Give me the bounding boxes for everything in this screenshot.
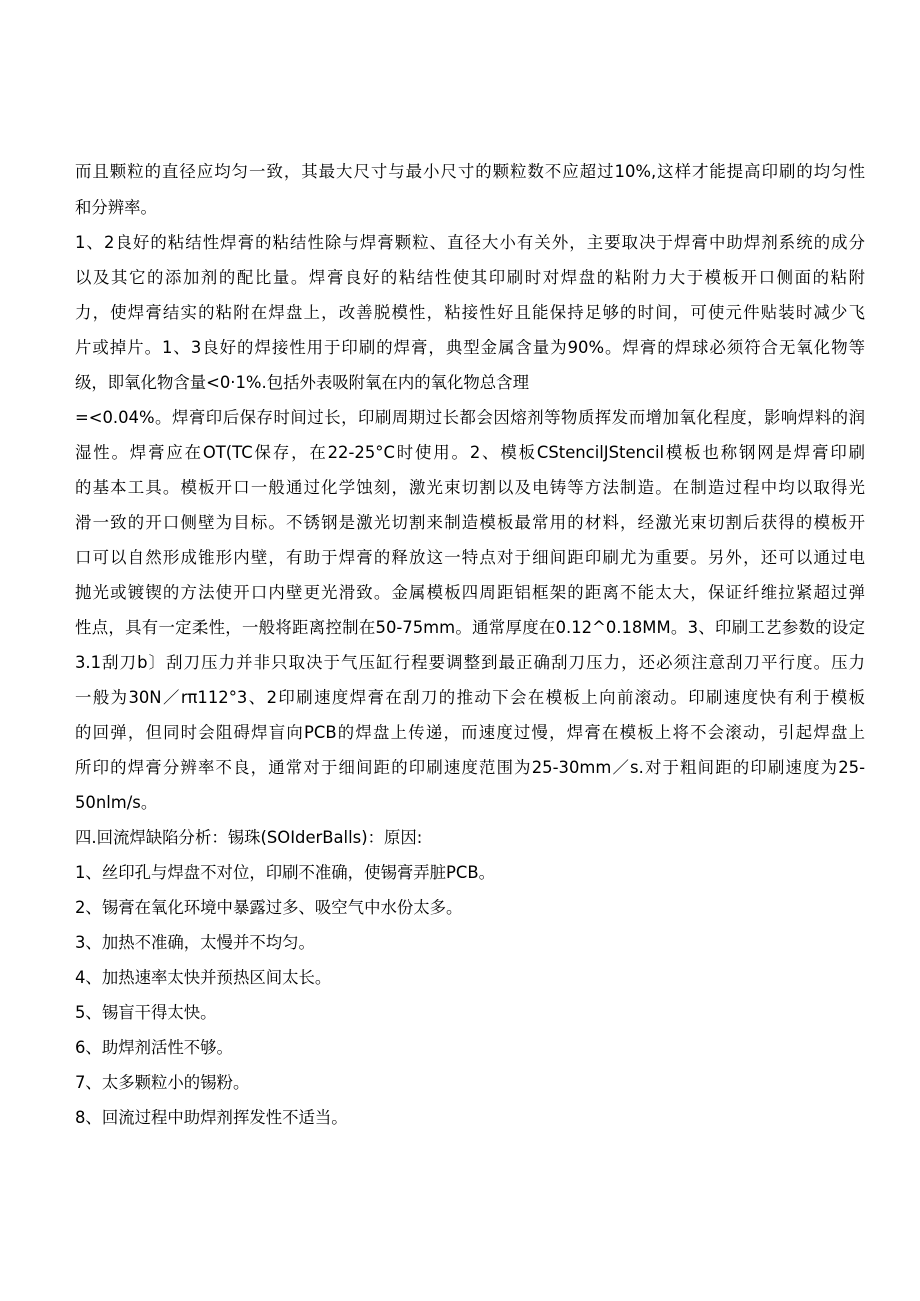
paragraph-line: 力，使焊膏结实的粘附在焊盘上，改善脱模性，粘接性好且能保持足够的时间，可使元件贴装时减少飞 <box>75 303 865 322</box>
paragraph-line: 一般为30N／rπ112°3、2印刷速度焊膏在刮刀的推动下会在模板上向前滚动。印刷速度快有利于模板 <box>75 688 865 707</box>
paragraph-line: 的回弹，但同时会阻碍焊盲向PCB的焊盘上传递，而速度过慢，焊膏在模板上将不会滚动，引起焊盘上 <box>75 723 865 742</box>
paragraph-line: 50nlm/s。 <box>75 793 158 812</box>
paragraph-line: 口可以自然形成锥形内壁，有助于焊膏的释放这一特点对于细间距印刷尤为重要。另外，还可以通过电 <box>75 548 865 567</box>
list-item: 8、回流过程中助焊剂挥发性不适当。 <box>75 1108 348 1127</box>
paragraph-line: 而且颗粒的直径应均匀一致，其最大尺寸与最小尺寸的颗粒数不应超过10%,这样才能提高印刷的均匀性 <box>75 162 865 181</box>
paragraph-line: 和分辨率。 <box>75 198 157 217</box>
paragraph-line: 所印的焊膏分辨率不良，通常对于细间距的印刷速度范围为25-30mm／s.对于粗间距的印刷速度为25- <box>75 758 865 777</box>
paragraph-line: 性点，具有一定柔性，一般将距离控制在50-75mm。通常厚度在0.12^0.18MM。3、印刷工艺参数的设定 <box>75 618 865 637</box>
list-item: 5、锡盲干得太快。 <box>75 1003 217 1022</box>
paragraph-line: 以及其它的添加剂的配比量。焊膏良好的粘结性使其印刷时对焊盘的粘附力大于模板开口侧面的粘附 <box>75 268 865 287</box>
paragraph-line: 滑一致的开口侧壁为目标。不锈钢是激光切割来制造模板最常用的材料，经激光束切割后获得的模板开 <box>75 513 865 532</box>
list-item: 6、助焊剂活性不够。 <box>75 1038 233 1057</box>
list-item: 4、加热速率太快并预热区间太长。 <box>75 968 332 987</box>
section-heading: 四.回流焊缺陷分析：锡珠(SOIderBalls)：原因: <box>75 828 423 847</box>
list-item: 1、丝印孔与焊盘不对位，印刷不准确，使锡膏弄脏PCB。 <box>75 863 495 882</box>
list-item: 3、加热不准确，太慢并不均匀。 <box>75 933 315 952</box>
paragraph-line: 3.1刮刀b〕刮刀压力并非只取决于气压缸行程要调整到最正确刮刀压力，还必须注意刮刀平行度。压力 <box>75 653 865 672</box>
paragraph-line: 湿性。焊膏应在OT(TC保存，在22-25°C时使用。2、模板CStencilJStencil模板也称钢网是焊膏印刷 <box>75 443 865 462</box>
list-item: 2、锡膏在氧化环境中暴露过多、吸空气中水份太多。 <box>75 898 463 917</box>
paragraph-line: 抛光或镀锲的方法使开口内壁更光滑致。金属模板四周距铝框架的距离不能太大，保证纤维拉紧超过弹 <box>75 583 865 602</box>
paragraph-line: 1、2良好的粘结性焊膏的粘结性除与焊膏颗粒、直径大小有关外，主要取决于焊膏中助焊剂系统的成分 <box>75 233 865 252</box>
paragraph-line: 级，即氧化物含量<0·1%.包括外表吸附氧在内的氧化物总含理 <box>75 373 529 392</box>
paragraph-line: 片或掉片。1、3良好的焊接性用于印刷的焊膏，典型金属含量为90%。焊膏的焊球必须符合无氧化物等 <box>75 338 865 357</box>
paragraph-line: =<0.04%。焊膏印后保存时间过长，印刷周期过长都会因熔剂等物质挥发而增加氧化程度，影响焊料的润 <box>75 408 865 427</box>
list-item: 7、太多颗粒小的锡粉。 <box>75 1073 250 1092</box>
paragraph-line: 的基本工具。模板开口一般通过化学蚀刻，激光束切割以及电铸等方法制造。在制造过程中均以取得光 <box>75 478 865 497</box>
